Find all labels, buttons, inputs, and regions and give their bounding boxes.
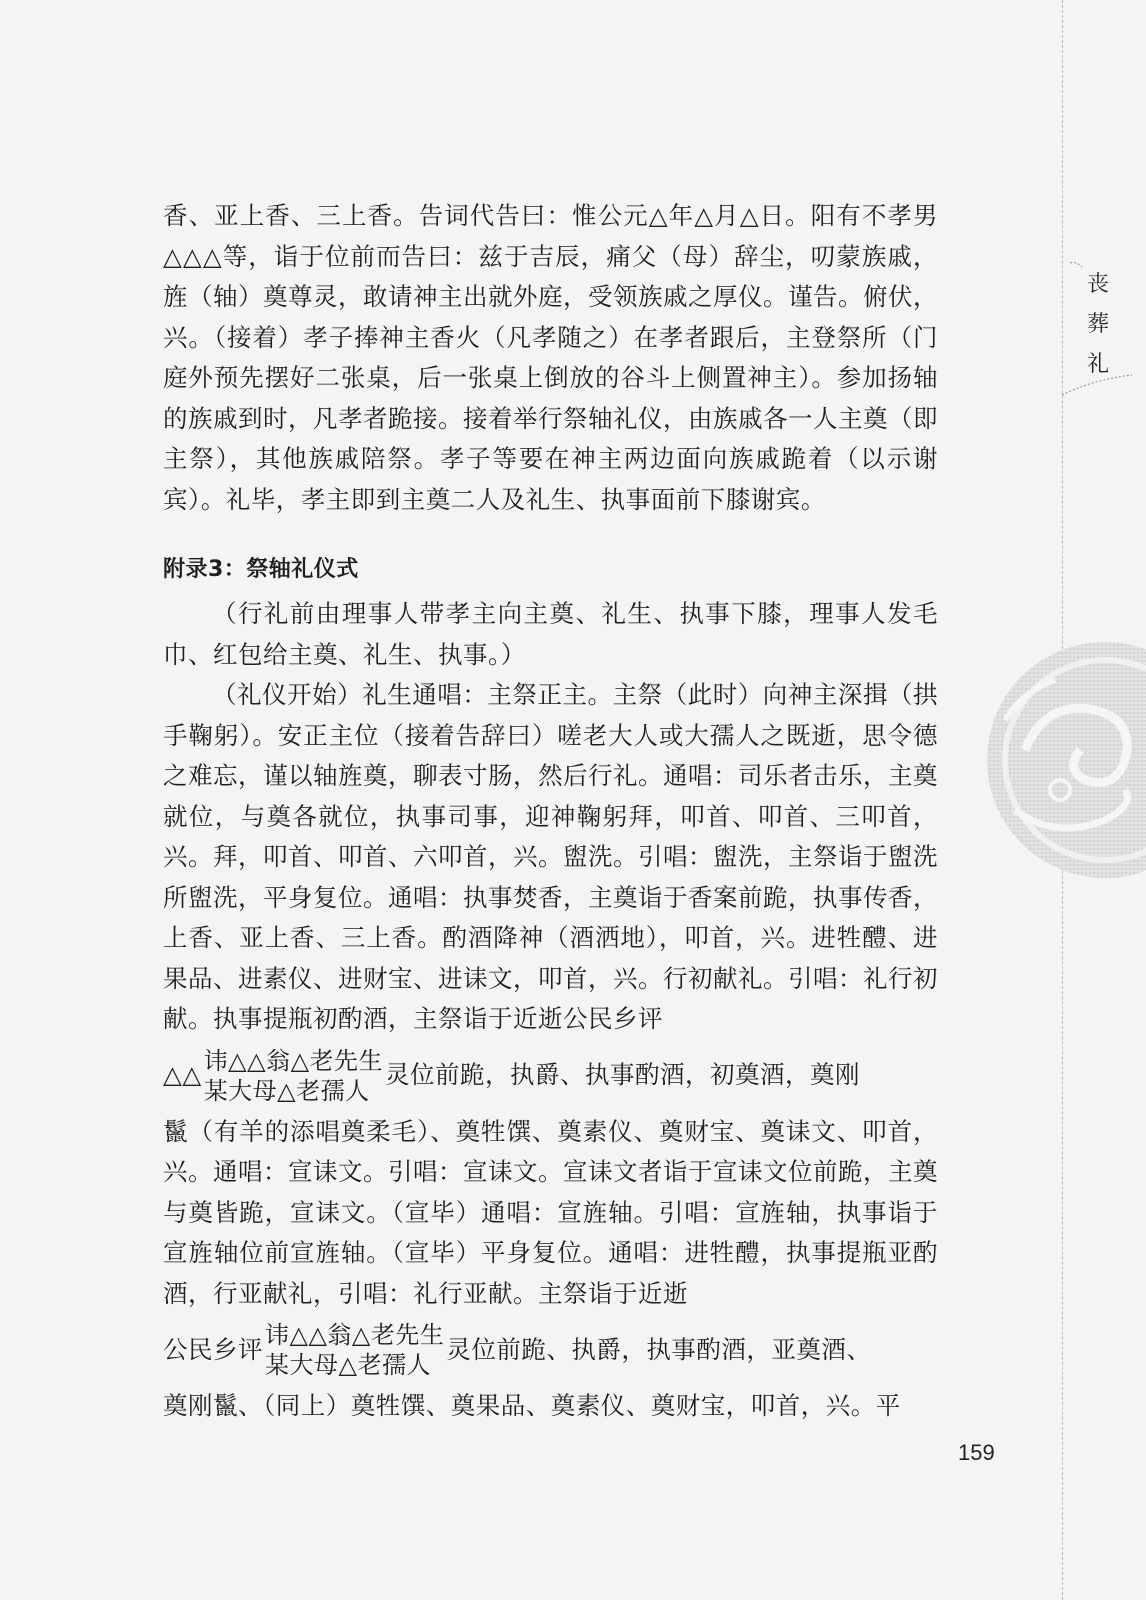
page-number: 159: [958, 1440, 995, 1465]
paragraph-3: （礼仪开始）礼生通唱：主祭正主。主祭（此时）向神主深揖（拱手鞠躬）。安正主位（接着告辞曰）嗟老大人或大孺人之既逝，思令德之难忘，谨以轴旌奠，聊表寸肠，然后行礼。通唱：司乐者击乐，主奠就位，与奠各就位，执事司事，迎神鞠躬拜，叩首、叩首、三叩首，兴。拜，叩首、叩首、六叩首，兴。盥洗。引唱：盥洗，主祭诣于盥洗所盥洗，平身复位。通唱：执事焚香，主奠诣于香案前跪，执事传香，上香、亚上香、三上香。酌酒降神（酒洒地），叩首，兴。进牲醴、进果品、进素仪、进财宝、进诔文，叩首，兴。行初献礼。引唱：礼行初献。执事提瓶初酌酒，主祭诣于近逝公民乡评: [163, 680, 938, 1033]
title-stack-line-1: [163, 1042, 938, 1110]
stacked-titles: [204, 1046, 383, 1106]
paragraph-2: （行礼前由理事人带孝主向主奠、礼生、执事下膝，理事人发毛巾、红包给主奠、礼生、执事。）: [163, 599, 938, 669]
paragraph-1: 香、亚上香、三上香。告词代告曰：惟公元△年△月△日。阳有不孝男△△△等，诣于位前而告曰：兹于吉辰，痛父（母）辞尘，叨蒙族戚，旌（轴）奠尊灵，敢请神主出就外庭，受领族戚之厚仪。谨告。俯伏，兴。（接着）孝子捧神主香火（凡孝随之）在孝者跟后，主登祭所（门庭外预先摆好二张桌，后一张桌上倒放的谷斗上侧置神主）。参加扬轴的族戚到时，凡孝者跪接。接着举行祭轴礼仪，由族戚各一人主奠（即主祭），其他族戚陪祭。孝子等要在神主两边面向族戚跪着（以示谢宾）。礼毕，孝主即到主奠二人及礼生、执事面前下膝谢宾。: [163, 201, 938, 514]
stack-prefix: △△: [163, 1060, 202, 1090]
paragraph-5: 奠刚鬣、（同上）奠牲馔、奠果品、奠素仪、奠财宝，叩首，兴。平: [163, 1391, 901, 1420]
ornamental-medallion-icon: [985, 640, 1146, 880]
stacked-titles: [265, 1320, 444, 1380]
stack-bottom: 某大母△老孺人: [265, 1351, 431, 1379]
main-text: [163, 196, 938, 1427]
stack-suffix: 灵位前跪，执爵、执事酌酒，初奠酒，奠刚: [385, 1060, 861, 1090]
paragraph-4: 鬣（有羊的添唱奠柔毛）、奠牲馔、奠素仪、奠财宝、奠诔文、叩首，兴。通唱：宣诔文。引唱：宣诔文。宣诔文者诣于宣诔文位前跪，主奠与奠皆跪，宣诔文。（宣毕）通唱：宣旌轴。引唱：宣旌轴，执事诣于宣旌轴位前宣旌轴。（宣毕）平身复位。通唱：进牲醴，执事提瓶亚酌酒，行亚献礼，引唱：礼行亚献。主祭诣于近逝: [163, 1116, 938, 1308]
stack-suffix: 灵位前跪、执爵，执事酌酒，亚奠酒、: [446, 1334, 872, 1364]
stack-bottom: 某大母△老孺人: [203, 1076, 370, 1105]
stack-top: 讳△△翁△老先生: [265, 1321, 445, 1349]
stack-prefix: 公民乡评: [163, 1334, 263, 1364]
appendix-heading: 附录3：祭轴礼仪式: [163, 557, 359, 582]
chapter-side-tab: [1062, 255, 1146, 405]
side-tab-label: 丧 葬 礼: [1086, 272, 1109, 377]
stack-top: 讳△△翁△老先生: [203, 1046, 384, 1075]
title-stack-line-2: [163, 1316, 938, 1384]
